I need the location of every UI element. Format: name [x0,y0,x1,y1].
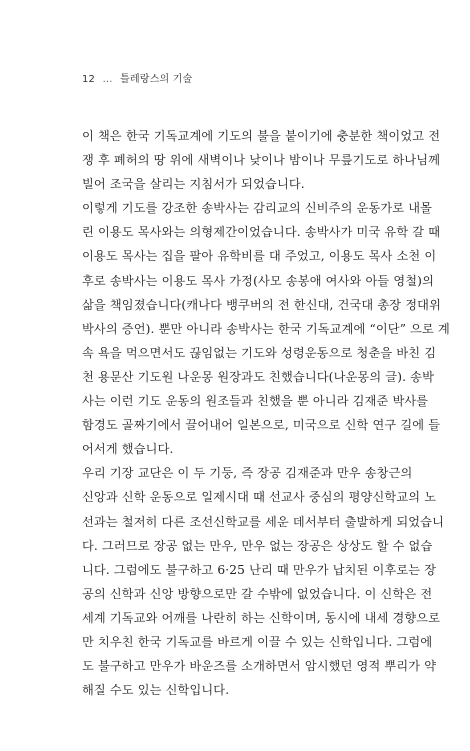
text-line: 박사의 증언). 뿐만 아니라 송박사는 한국 기독교계에 “이단” 으로 계 [82,321,450,336]
text-line: 사는 이런 기도 운동의 원조들과 친했을 뿐 아니라 김재준 박사를 [82,394,429,409]
text-line: 쟁 후 폐허의 땅 위에 새벽이나 낮이나 밤이나 무릎기도로 하나님께 [82,153,441,168]
text-line: 도 불구하고 만우가 바운즈를 소개하면서 암시했던 영적 뿌리가 약 [82,659,437,674]
text-line: 만 치우친 한국 기독교를 바르게 이끌 수 있는 신학입니다. 그럼에 [82,634,433,649]
running-head [82,70,193,85]
text-line: 린 이용도 목사와는 의형제간이었습니다. 송박사가 미국 유학 갈 때 [82,225,441,240]
text-line: 우리 기장 교단은 이 두 기둥, 즉 장공 김재준과 만우 송창근의 [82,466,413,481]
header-separator: … [102,74,113,85]
text-line: 이용도 목사는 집을 팔아 유학비를 대 주었고, 이용도 목사 소천 이 [82,249,437,264]
book-title: 틀레랑스의 기술 [120,74,193,85]
text-line: 함경도 골짜기에서 끌어내어 일본으로, 미국으로 신학 연구 길에 들 [82,418,441,433]
text-line: 해질 수도 있는 신학입니다. [82,683,230,698]
text-line: 후로 송박사는 이용도 목사 가정(사모 송봉애 여사와 아들 영철)의 [82,273,435,288]
text-line: 공의 신학과 신앙 방향으로만 갈 수밖에 없었습니다. 이 신학은 전 [82,586,433,601]
text-line: 선과는 철저히 다른 조선신학교를 세운 데서부터 출발하게 되었습니 [82,514,445,529]
text-line: 빌어 조국을 살리는 지침서가 되었습니다. [82,177,305,192]
text-line: 다. 그러므로 장공 없는 만우, 만우 없는 장공은 상상도 할 수 없습 [82,538,433,553]
body-text [82,124,454,702]
text-line: 어서게 했습니다. [82,442,174,457]
text-line: 이 책은 한국 기독교계에 기도의 불을 붙이기에 충분한 책이었고 전 [82,129,441,143]
text-line: 세계 기독교와 어깨를 나란히 하는 신학이며, 동시에 내세 경향으로 [82,610,441,625]
text-line: 천 용문산 기도원 나운몽 원장과도 친했습니다(나운몽의 글). 송박 [82,369,435,384]
text-line: 삶을 책임졌습니다(캐나다 뱅쿠버의 전 한신대, 건국대 총장 정대위 [82,297,442,312]
text-line: 니다. 그럼에도 불구하고 6·25 난리 때 만우가 납치된 이후로는 장 [82,562,437,577]
page-number: 12 [82,74,96,85]
text-line: 이렇게 기도를 강조한 송박사는 감리교의 신비주의 운동가로 내몰 [82,201,433,216]
text-line: 속 욕을 먹으면서도 끊임없는 기도와 성령운동으로 청춘을 바친 김 [82,345,437,360]
text-line: 신앙과 신학 운동으로 일제시대 때 선교사 중심의 평양신학교의 노 [82,490,437,505]
